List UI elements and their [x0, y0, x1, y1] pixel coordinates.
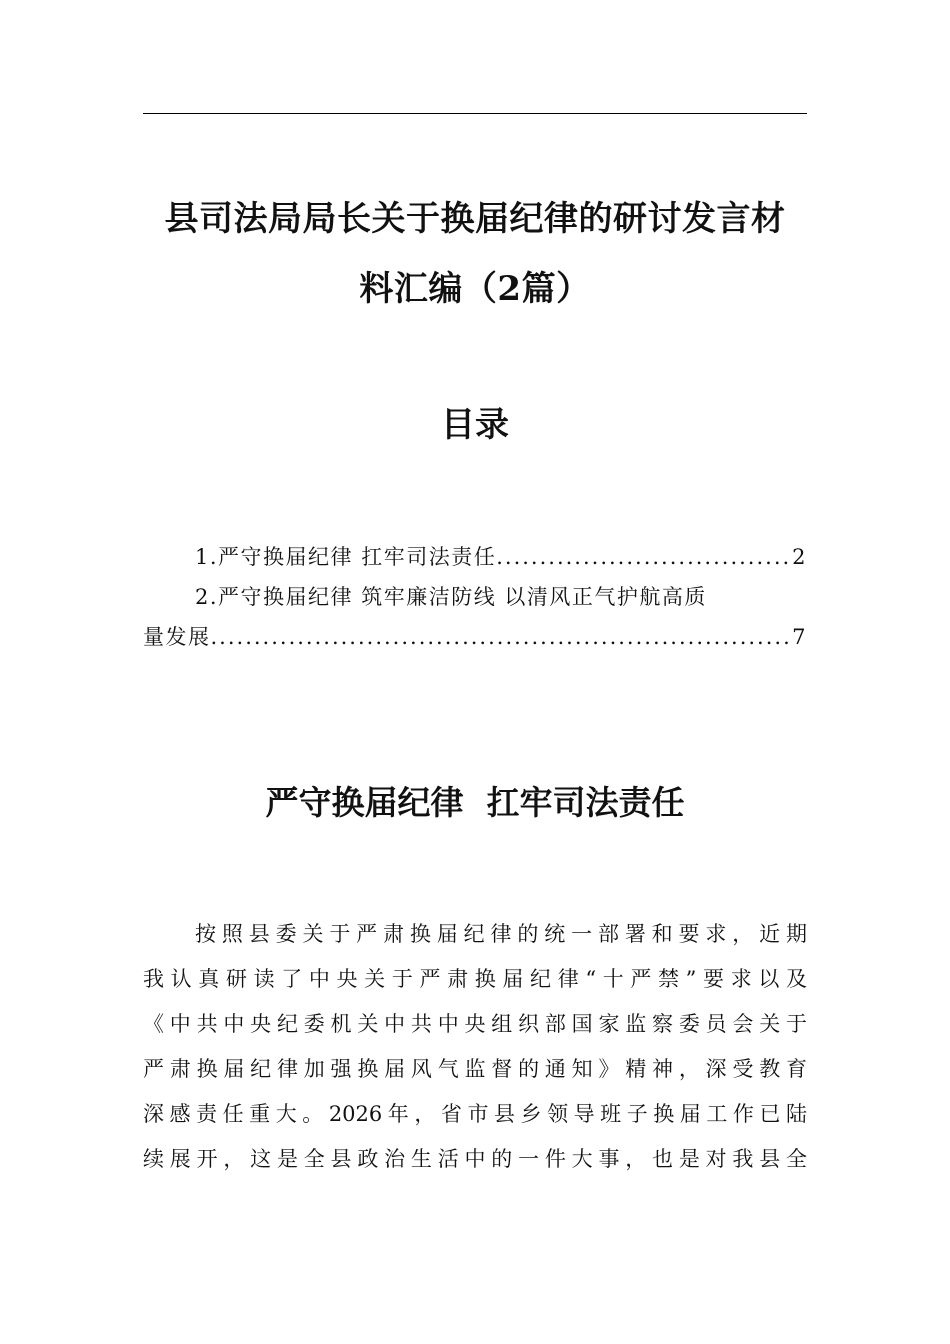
- body-line: 按照县委关于严肃换届纪律的统一部署和要求，近期: [195, 922, 807, 946]
- body-line: 深感责任重大。2026年，省市县乡领导班子换届工作已陆: [143, 1102, 807, 1126]
- document-title-line-1: 县司法局局长关于换届纪律的研讨发言材: [164, 199, 786, 239]
- header-rule: [143, 113, 807, 114]
- toc-entry-1-title: 1.严守换届纪律 扛牢司法责任: [195, 545, 497, 569]
- toc-leader-dots: [211, 617, 793, 657]
- toc-leader-dots: [496, 537, 792, 577]
- toc-entry-1[interactable]: [143, 537, 807, 577]
- toc-entry-2-title-line-1: 2.严守换届纪律 筑牢廉洁防线 以清风正气护航高质: [195, 585, 707, 609]
- toc-entry-2-line-1[interactable]: [143, 577, 807, 617]
- document-title: [143, 184, 807, 324]
- toc-heading: 目录: [441, 405, 509, 445]
- body-line: 续展开，这是全县政治生活中的一件大事，也是对我县全: [143, 1147, 807, 1171]
- table-of-contents: [143, 537, 807, 657]
- document-title-line-2: 料汇编（2篇）: [359, 269, 591, 309]
- toc-entry-2-page: 7: [792, 625, 807, 649]
- section-heading: 严守换届纪律 扛牢司法责任: [265, 783, 685, 822]
- body-line: 我认真研读了中央关于严肃换届纪律“十严禁”要求以及: [143, 967, 807, 991]
- body-paragraph: [143, 912, 807, 1182]
- toc-entry-2-line-2[interactable]: [143, 617, 807, 657]
- body-line: 《中共中央纪委机关中共中央组织部国家监察委员会关于: [143, 1012, 807, 1036]
- toc-entry-2-title-line-2: 量发展: [143, 625, 211, 649]
- toc-entry-1-page: 2: [792, 545, 807, 569]
- body-line: 严肃换届纪律加强换届风气监督的通知》精神，深受教育: [143, 1057, 807, 1081]
